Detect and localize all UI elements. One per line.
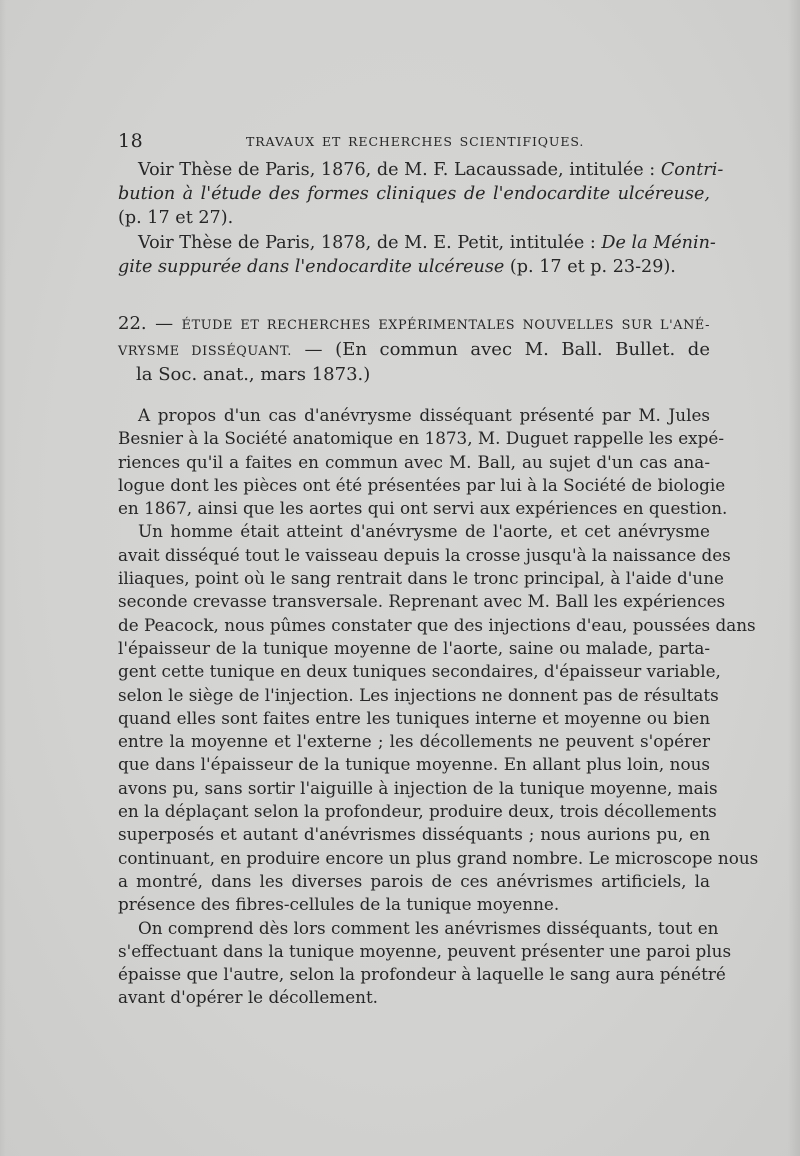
- page-number: 18: [118, 130, 144, 152]
- section-note-part-2: la Soc. anat., mars 1873.): [136, 364, 371, 385]
- section-dash: —: [155, 313, 174, 334]
- text-line: avait disséqué tout le vaisseau depuis la crosse jusqu'à la naissance des: [118, 544, 731, 565]
- section-number: 22.: [118, 313, 147, 334]
- text-line: que dans l'épaisseur de la tunique moyenne. En allant plus loin, nous: [118, 754, 710, 775]
- text-line: Un homme était atteint d'anévrysme de l'aorte, et cet anévrysme: [138, 521, 710, 542]
- section-title-part-1: ÉTUDE ET RECHERCHES EXPÉRIMENTALES NOUVELLES SUR L'ANÉ-: [181, 318, 710, 333]
- text-line: superposés et autant d'anévrismes disséquants ; nous aurions pu, en: [118, 824, 710, 845]
- text-line: en la déplaçant selon la profondeur, produire deux, trois décollements: [118, 801, 717, 822]
- page-edge-shadow-left: [0, 0, 6, 1156]
- reference-line: bution à l'étude des formes cliniques de l'endocardite ulcéreuse,: [118, 184, 710, 205]
- reference-2: [118, 231, 716, 279]
- text-line: épaisse que l'autre, selon la profondeur à laquelle le sang aura pénétré: [118, 964, 726, 985]
- reference-line: (p. 17 et 27).: [118, 208, 234, 229]
- section-heading: [118, 311, 710, 388]
- section-heading-line-1: [118, 311, 710, 337]
- text-line: entre la moyenne et l'externe ; les décollements ne peuvent s'opérer: [118, 731, 710, 752]
- running-header: [118, 130, 710, 154]
- text-line: seconde crevasse transversale. Reprenant avec M. Ball les expériences: [118, 591, 726, 612]
- text-line: présence des fibres-cellules de la tunique moyenne.: [118, 894, 560, 915]
- reference-line: gite suppurée dans l'endocardite ulcéreuse (p. 17 et p. 23-29).: [118, 257, 676, 278]
- paragraph-1: [118, 404, 728, 520]
- text-line: On comprend dès lors comment les anévrismes disséquants, tout en: [138, 917, 719, 938]
- text-line: avons pu, sans sortir l'aiguille à injection de la tunique moyenne, mais: [118, 777, 718, 798]
- paragraph-3: [118, 917, 732, 1010]
- page-edge-shadow-right: [788, 0, 800, 1156]
- text-line: continuant, en produire encore un plus grand nombre. Le microscope nous: [118, 847, 759, 868]
- reference-1: [118, 158, 724, 231]
- body-text: [118, 404, 759, 1010]
- section-heading-line-2: [118, 337, 710, 363]
- text-line: de Peacock, nous pûmes constater que des injections d'eau, poussées dans: [118, 614, 756, 635]
- section-title-part-2: VRYSME DISSÉQUANT.: [118, 343, 292, 359]
- section-note-part-1: — (En commun avec M. Ball. Bullet. de: [304, 338, 710, 360]
- running-title: TRAVAUX ET RECHERCHES SCIENTIFIQUES.: [246, 134, 585, 149]
- text-line: selon le siège de l'injection. Les injections ne donnent pas de résultats: [118, 684, 719, 705]
- reference-line: Voir Thèse de Paris, 1876, de M. F. Lacaussade, intitulée : Contri-: [138, 160, 724, 180]
- paragraph-2: [118, 520, 759, 916]
- text-line: s'effectuant dans la tunique moyenne, peuvent présenter une paroi plus: [118, 940, 732, 961]
- text-line: A propos d'un cas d'anévrysme disséquant présenté par M. Jules: [138, 405, 710, 425]
- text-line: avant d'opérer le décollement.: [118, 987, 379, 1008]
- text-line: Besnier à la Société anatomique en 1873, M. Duguet rappelle les expé-: [118, 428, 724, 449]
- text-line: en 1867, ainsi que les aortes qui ont servi aux expériences en question.: [118, 498, 728, 519]
- text-line: iliaques, point où le sang rentrait dans le tronc principal, à l'aide d'une: [118, 568, 724, 589]
- text-line: a montré, dans les diverses parois de ces anévrismes artificiels, la: [118, 870, 710, 891]
- text-line: logue dont les pièces ont été présentées par lui à la Société de biologie: [118, 474, 726, 495]
- reference-line: Voir Thèse de Paris, 1878, de M. E. Petit, intitulée : De la Ménin-: [138, 233, 716, 253]
- text-line: l'épaisseur de la tunique moyenne de l'aorte, saine ou malade, parta-: [118, 637, 710, 658]
- text-line: gent cette tunique en deux tuniques secondaires, d'épaisseur variable,: [118, 661, 721, 682]
- text-line: quand elles sont faites entre les tuniques interne et moyenne ou bien: [118, 707, 710, 728]
- text-line: riences qu'il a faites en commun avec M. Ball, au sujet d'un cas ana-: [118, 451, 710, 472]
